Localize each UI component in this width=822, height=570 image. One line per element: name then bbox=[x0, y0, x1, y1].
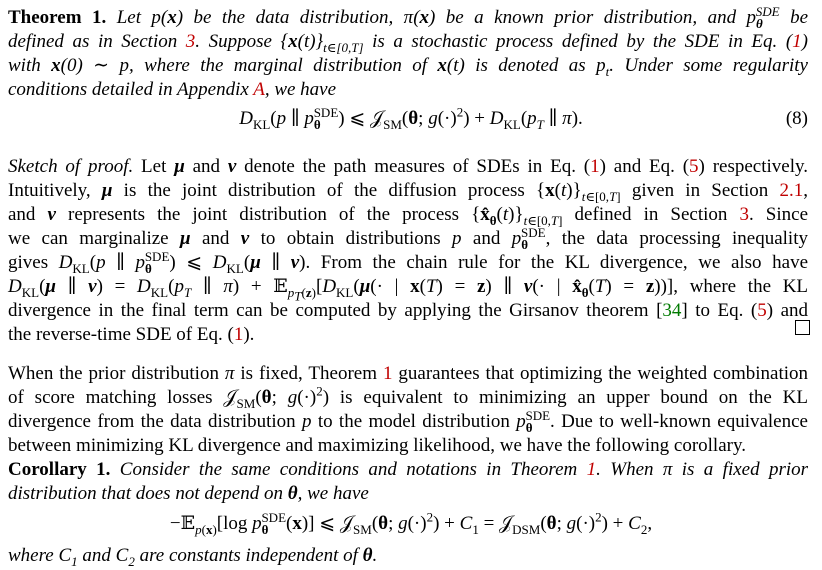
theorem-line-4: conditions detailed in Appendix A, we have bbox=[8, 79, 337, 100]
corollary-after bbox=[8, 544, 808, 568]
body-paragraph bbox=[8, 362, 808, 458]
corollary-line-2: distribution that does not depend on θ, we have bbox=[8, 483, 369, 504]
theorem-block bbox=[8, 3, 809, 102]
proof-line-1: Sketch of proof. Let μ and ν denote the path measures of SDEs in Eq. (1) and Eq. (5) respectively. bbox=[8, 156, 809, 177]
corollary-after-line: where $C_1$ and $C_2$ are constants independent of θ. bbox=[8, 545, 378, 569]
paragraph-line-3: divergence from the data distribution p to the model distribution $p_\theta^{SDE}$. Due to well-known equivalence bbox=[8, 407, 808, 435]
paragraph-line-1: When the prior distribution π is fixed, Theorem 1 guarantees that optimizing the weighted combination bbox=[8, 363, 808, 384]
proof-line-2: Intuitively, μ is the joint distribution of the diffusion process $\{x(t)\}_{t\in[0,T]}$ given in Section 2.1, bbox=[8, 180, 808, 204]
corollary-line-1: Corollary 1. Consider the same conditions and notations in Theorem 1. When π is a fixed prior bbox=[8, 459, 809, 480]
corollary-block bbox=[8, 458, 808, 506]
corollary-equation: −𝔼$_{p(x)}$[log $p_\theta^{SDE}(x)$] ⩽ 𝒥$_{SM}$(θ; $g(\cdot)^2) + C_1$ = 𝒥$_{DSM}$(θ; $g(\cdot)^2) + C_2$, bbox=[169, 509, 653, 537]
proof-block bbox=[8, 155, 808, 347]
corollary-label: Corollary 1. bbox=[8, 459, 111, 480]
qed-square-icon bbox=[795, 320, 810, 335]
paragraph-line-4: between minimizing KL divergence and maximizing likelihood, we have the following corollary. bbox=[8, 435, 746, 456]
proof-line-5: gives $D_{KL}(p$ ∥ $p_\theta^{SDE}$) ⩽ $D_{KL}(\mu$ ∥ ν). From the chain rule for the KL divergence, we also have bbox=[8, 248, 809, 276]
proof-line-4: we can marginalize μ and ν to obtain distributions p and $p_\theta^{SDE}$, the data processing inequality bbox=[8, 224, 808, 252]
proof-line-8: the reverse-time SDE of Eq. (1). bbox=[8, 324, 255, 345]
theorem-line-3: with x(0) ∼ p, where the marginal distribution of x(t) is denoted as $p_t$. Under some regularity bbox=[8, 55, 808, 79]
theorem-equation: $D_{KL}(p$ ∥ $p_\theta^{SDE}$) ⩽ 𝒥$_{SM}$(θ; $g(\cdot)^2) + D_{KL}(p_T$ ∥ π). bbox=[239, 104, 583, 132]
proof-line-6: $D_{KL}(\mu$ ∥ $\nu) = D_{KL}(p_T$ ∥ $\pi) + 𝔼_{p_T(z)}[D_{KL}(\mu(\cdot$ | x(T) = z) ∥ ν(· | $x̂_\theta(T) = z$))], where the KL bbox=[8, 276, 809, 304]
proof-line-7: divergence in the final term can be computed by applying the Girsanov theorem [34] to Eq. (5) and bbox=[8, 300, 809, 321]
paragraph-line-2: of score matching losses 𝒥$_{SM}$(θ; $g(\cdot)^2$) is equivalent to minimizing an upper bound on the KL bbox=[8, 383, 809, 411]
proof-label: Sketch of proof. bbox=[8, 156, 134, 177]
theorem-line-1: Theorem 1. Let p(x) be the data distribution, π(x) be a known prior distribution, and $p_\theta^{SDE}$ be bbox=[8, 3, 809, 31]
proof-line-3: and ν represents the joint distribution of the process $\{x̂_\theta(t)\}_{t\in[0,T]}$ defined in Section 3. Since bbox=[8, 204, 809, 228]
theorem-label: Theorem 1. bbox=[8, 7, 107, 28]
equation-number: (8) bbox=[785, 108, 808, 129]
theorem-line-2: defined as in Section 3. Suppose $\{x(t)\}_{t\in[0,T]}$ is a stochastic process defined by the SDE in Eq. (1) bbox=[8, 31, 808, 55]
